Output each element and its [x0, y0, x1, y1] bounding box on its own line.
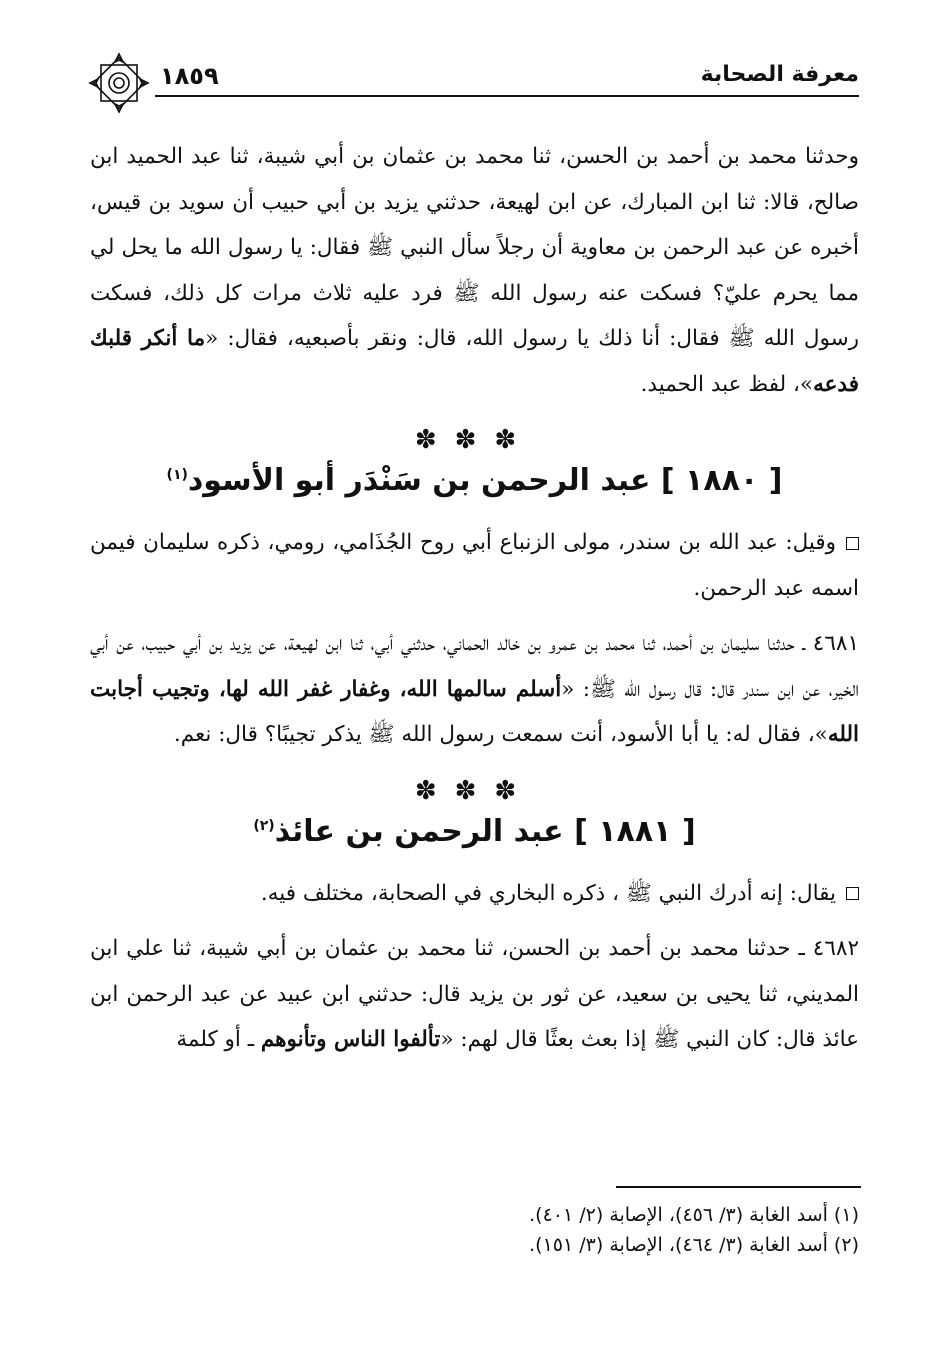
biography-paragraph — [90, 871, 859, 917]
page-number: ١٨٥٩ — [160, 62, 219, 90]
paragraph-text: »، فقال له: يا أبا الأسود، أنت سمعت رسول الله ﷺ يذكر تجيبًا؟ قال: نعم. — [173, 722, 828, 747]
biography-paragraph — [90, 520, 859, 611]
paragraph-text: ٤٦٨٢ ـ حدثنا محمد بن أحمد بن الحسن، ثنا محمد بن عثمان بن أبي شيبة، ثنا علي ابن المديني، ثنا يحيى بن سعيد، عن ثور بن يزيد قال: حدثني ابن عبيد عن عبد الرحمن ابن عائذ قال: كان النبي ﷺ إذا بعث بعثًا قال لهم: « — [90, 936, 859, 1052]
paragraph-text: ـ أو كلمة — [176, 1027, 261, 1052]
hadith-paragraph — [90, 134, 859, 407]
hadith-paragraph — [90, 926, 859, 1063]
footnote-item: (١) أسد الغابة (٣/ ٤٥٦)، الإصابة (٢/ ٤٠١). — [529, 1204, 859, 1226]
bold-quote: ما أنكر قلبك فدعه — [90, 326, 859, 397]
footnote-ref: (٢) — [253, 817, 275, 834]
entry-heading-1880: [ ١٨٨٠ ] عبد الرحمن بن سَنْدَر أبو الأسود$^{(١)}$ — [166, 463, 783, 498]
bold-quote: أسلم سالمها الله، وغفار غفر الله لها، وتجيب أجابت الله — [90, 676, 859, 747]
main-text — [90, 134, 859, 1063]
square-bullet-icon — [846, 887, 859, 900]
paragraph-text: وحدثنا محمد بن أحمد بن الحسن، ثنا محمد بن عثمان بن أبي شيبة، ثنا عبد الحميد ابن صالح، قالا: ثنا ابن المبارك، عن ابن لهيعة، حدثني يزيد بن أبي حبيب أن سويد بن قيس، أخبره عن عبد الرحمن بن معاوية أن رجلاً سأل النبي ﷺ فقال: يا رسول الله ما يحل لي مما يحرم عليّ؟ فسكت عنه رسول الله ﷺ فرد عليه ثلاث مرات كل ذلك، فسكت رسول الله ﷺ فقال: أنا ذلك يا رسول الله، قال: ونقر بأصبعيه، فقال: « — [90, 144, 860, 351]
hadith-paragraph — [90, 621, 859, 758]
footnote-ref: (١) — [166, 467, 188, 483]
footnote-item: (٢) أسد الغابة (٣/ ٤٦٤)، الإصابة (٣/ ١٥١). — [529, 1234, 859, 1256]
paragraph-text: »، لفظ عبد الحميد. — [640, 371, 814, 397]
bold-quote: تألفوا الناس وتأنوهم — [260, 1027, 441, 1052]
section-separator: ✽✽✽ — [414, 425, 535, 455]
paragraph-text: وقيل: عبد الله بن سندر، مولى الزنباع أبي روح الجُذَامي، رومي، ذكره سليمان فيمن اسمه عبد الرحمن. — [90, 530, 859, 601]
square-bullet-icon — [846, 537, 859, 550]
header-divider — [155, 95, 859, 97]
section-separator: ✽✽✽ — [414, 775, 535, 806]
page-header — [88, 52, 859, 96]
paragraph-text: يقال: إنه أدرك النبي ﷺ ، ذكره البخاري في الصحابة، مختلف فيه. — [260, 880, 836, 906]
footnote-divider — [616, 1186, 861, 1188]
entry-heading-1881: [ ١٨٨١ ] عبد الرحمن بن عائذ$^{(٢)}$ — [253, 813, 696, 849]
paragraph-text: ٤٦٨١ ـ حدثنا سليمان بن أحمد، ثنا محمد بن عمرو بن خالد الحماني، حدثني أبي، ثنا ابن لهيعة، عن يزيد بن أبي حبيب، عن أبي الخير، عن ابن سندر قال: قال رسول الله ﷺ: « — [90, 631, 859, 702]
footnotes — [90, 1200, 859, 1260]
book-title: معرفة الصحابة — [700, 62, 859, 87]
ornament-icon — [88, 52, 150, 114]
